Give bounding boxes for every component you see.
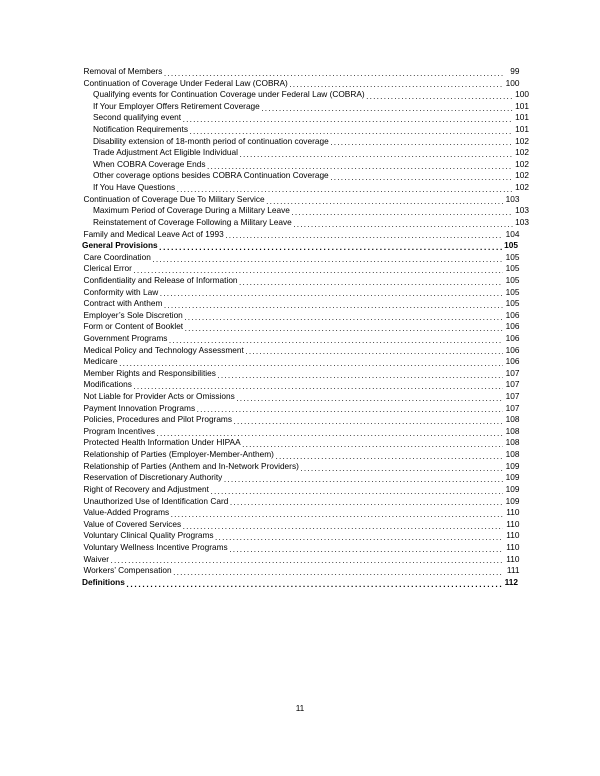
toc-entry-page-number: 109 [505, 472, 520, 483]
toc-entry-page-number: 100 [515, 89, 529, 100]
toc-entry[interactable] [82, 112, 529, 124]
toc-entry-page-number: 110 [506, 541, 520, 552]
toc-entry-page-number: 106 [505, 321, 520, 332]
toc-entry-title: Notification Requirements [93, 124, 188, 135]
toc-leader-dots [183, 522, 503, 529]
toc-entry-title: Continuation of Coverage Under Federal Law (COBRA) [83, 77, 288, 88]
toc-entry[interactable] [82, 275, 520, 287]
toc-entry-page-number: 105 [504, 240, 518, 251]
toc-entry-page-number: 110 [506, 507, 520, 518]
toc-entry-page-number: 105 [505, 263, 520, 274]
toc-entry-title: General Provisions [82, 240, 158, 251]
toc-entry-title: Reservation of Discretionary Authority [83, 472, 223, 483]
toc-entry[interactable] [82, 542, 520, 554]
toc-leader-dots [236, 394, 503, 401]
toc-entry[interactable] [82, 403, 520, 415]
toc-entry-page-number: 108 [505, 425, 520, 436]
toc-entry-title: Unauthorized Use of Identification Card [83, 495, 229, 506]
toc-entry-page-number: 106 [505, 356, 520, 367]
toc-leader-dots [239, 150, 512, 157]
toc-entry-title: Right of Recovery and Adjustment [83, 483, 209, 494]
toc-leader-dots [111, 556, 503, 563]
toc-leader-dots [291, 208, 512, 215]
toc-entry-title: Form or Content of Booklet [83, 321, 184, 332]
toc-entry-title: Reinstatement of Coverage Following a Military Leave [93, 216, 292, 227]
toc-leader-dots [159, 243, 501, 250]
toc-leader-dots [207, 162, 512, 169]
toc-entry[interactable] [82, 101, 529, 113]
toc-entry[interactable] [82, 391, 520, 403]
toc-entry-page-number: 103 [515, 216, 529, 227]
toc-entry-page-number: 109 [505, 460, 520, 471]
toc-entry-page-number: 108 [505, 414, 520, 425]
toc-entry[interactable] [82, 577, 518, 589]
toc-entry-page-number: 102 [515, 135, 529, 146]
toc-entry[interactable] [82, 565, 520, 577]
toc-entry[interactable] [82, 530, 520, 542]
toc-entry[interactable] [82, 438, 520, 450]
toc-entry-title: Confidentiality and Release of Information [83, 274, 238, 285]
toc-leader-dots [126, 580, 501, 587]
toc-entry-page-number: 110 [506, 518, 520, 529]
toc-entry[interactable] [82, 182, 529, 194]
toc-entry[interactable] [82, 554, 520, 566]
toc-entry[interactable] [82, 368, 520, 380]
toc-entry-title: Relationship of Parties (Anthem and In-Network Providers) [83, 460, 299, 471]
toc-entry-page-number: 103 [515, 205, 529, 216]
toc-leader-dots [330, 138, 512, 145]
toc-entry[interactable] [82, 484, 520, 496]
toc-entry-title: Qualifying events for Continuation Coverage under Federal Law (COBRA) [93, 89, 365, 100]
toc-leader-dots [164, 69, 503, 76]
toc-leader-dots [164, 301, 503, 308]
toc-leader-dots [289, 80, 503, 87]
toc-leader-dots [133, 266, 503, 273]
toc-entry-page-number: 104 [505, 228, 520, 239]
toc-entry[interactable] [82, 205, 529, 217]
toc-entry-title: Voluntary Clinical Quality Programs [83, 530, 214, 541]
toc-entry[interactable] [82, 298, 520, 310]
toc-entry[interactable] [82, 252, 520, 264]
toc-entry-page-number: 102 [515, 147, 529, 158]
toc-entry[interactable] [82, 449, 520, 461]
toc-entry-page-number: 109 [505, 495, 520, 506]
toc-entry[interactable] [82, 379, 520, 391]
toc-entry-title: Protected Health Information Under HIPAA [83, 437, 241, 448]
toc-leader-dots [119, 359, 503, 366]
toc-entry-title: Family and Medical Leave Act of 1993 [83, 228, 224, 239]
toc-entry-page-number: 101 [515, 112, 529, 123]
toc-entry-page-number: 109 [505, 483, 520, 494]
toc-leader-dots [190, 127, 513, 134]
toc-leader-dots [293, 220, 512, 227]
toc-entry-page-number: 107 [505, 379, 520, 390]
toc-leader-dots [366, 92, 512, 99]
toc-entry[interactable] [82, 217, 529, 229]
toc-entry[interactable] [82, 287, 520, 299]
toc-entry-title: Clerical Error [83, 263, 132, 274]
toc-entry-page-number: 108 [505, 449, 520, 460]
page-folio-number: 11 [295, 703, 305, 713]
toc-entry-page-number: 106 [505, 333, 520, 343]
toc-entry[interactable] [82, 496, 520, 508]
toc-entry-title: Definitions [82, 576, 125, 587]
toc-leader-dots [133, 382, 503, 389]
toc-entry-page-number: 106 [505, 344, 520, 355]
toc-leader-dots [275, 452, 503, 459]
toc-leader-dots [217, 371, 503, 378]
toc-leader-dots [225, 231, 503, 238]
toc-entry[interactable] [82, 414, 520, 426]
toc-leader-dots [185, 324, 503, 331]
toc-entry-title: Other coverage options besides COBRA Continuation Coverage [93, 170, 329, 181]
toc-entry-title: Not Liable for Provider Acts or Omissions [83, 391, 235, 402]
toc-entry-page-number: 102 [515, 170, 529, 181]
toc-entry-title: Employer’s Sole Discretion [83, 309, 183, 320]
toc-entry-page-number: 105 [505, 286, 520, 297]
toc-entry[interactable] [82, 240, 518, 252]
toc-entry-page-number: 101 [515, 124, 529, 135]
toc-entry[interactable] [82, 519, 520, 531]
toc-entry-title: Value of Covered Services [83, 518, 182, 529]
toc-entry[interactable] [82, 507, 520, 519]
toc-entry[interactable] [82, 66, 520, 78]
toc-entry-page-number: 105 [505, 251, 520, 262]
toc-leader-dots [234, 417, 504, 424]
toc-entry-page-number: 112 [504, 576, 518, 587]
toc-entry-title: Waiver [83, 553, 110, 564]
toc-entry[interactable] [82, 194, 520, 206]
toc-entry-title: If Your Employer Offers Retirement Coverage [93, 100, 260, 111]
toc-entry[interactable] [82, 426, 520, 438]
toc-leader-dots [197, 405, 503, 412]
toc-entry-page-number: 105 [505, 298, 520, 309]
toc-leader-dots [210, 487, 503, 494]
toc-entry[interactable] [82, 345, 520, 357]
toc-entry-page-number: 107 [505, 367, 520, 378]
toc-entry-title: When COBRA Coverage Ends [93, 158, 206, 169]
toc-entry-page-number: 105 [505, 274, 520, 285]
toc-leader-dots [239, 278, 503, 285]
toc-entry-page-number: 110 [506, 553, 520, 564]
toc-entry-title: Payment Innovation Programs [83, 402, 196, 413]
toc-entry-page-number: 108 [505, 437, 520, 448]
toc-entry-page-number: 103 [505, 193, 520, 204]
toc-entry[interactable] [82, 170, 529, 182]
toc-entry[interactable] [82, 356, 520, 368]
toc-entry-title: Medicare [83, 356, 118, 367]
table-of-contents [82, 65, 529, 588]
toc-entry[interactable] [82, 136, 529, 148]
toc-entry-title: Relationship of Parties (Employer-Member-Anthem) [83, 449, 274, 460]
toc-leader-dots [160, 289, 503, 296]
toc-leader-dots [261, 104, 512, 111]
toc-entry-page-number: 107 [505, 391, 520, 402]
toc-entry-title: Trade Adjustment Act Eligible Individual [93, 147, 238, 158]
toc-entry-page-number: 111 [506, 565, 520, 576]
toc-leader-dots [173, 568, 503, 575]
toc-entry[interactable] [82, 263, 520, 275]
toc-leader-dots [169, 336, 503, 343]
toc-leader-dots [224, 475, 503, 482]
toc-leader-dots [156, 429, 503, 436]
toc-entry[interactable] [82, 124, 529, 136]
toc-leader-dots [330, 173, 512, 180]
toc-entry-title: Disability extension of 18-month period of continuation coverage [93, 135, 329, 146]
toc-entry[interactable] [82, 472, 520, 484]
toc-entry-title: Care Coordination [83, 251, 151, 262]
toc-entry-title: Conformity with Law [83, 286, 159, 297]
toc-entry-title: Second qualifying event [93, 112, 182, 123]
toc-entry-page-number: 100 [505, 77, 520, 88]
toc-entry-title: Program Incentives [83, 425, 155, 436]
toc-entry-title: Continuation of Coverage Due To Military Service [83, 193, 265, 204]
toc-entry-title: Medical Policy and Technology Assessment [83, 344, 244, 355]
toc-leader-dots [300, 464, 503, 471]
toc-entry-title: Maximum Period of Coverage During a Military Leave [93, 205, 290, 216]
toc-leader-dots [229, 545, 503, 552]
toc-entry-page-number: 102 [515, 158, 529, 169]
toc-entry[interactable] [82, 229, 520, 241]
toc-entry[interactable] [82, 78, 520, 90]
toc-entry-title: Contract with Anthem [83, 298, 163, 309]
toc-leader-dots [215, 533, 503, 540]
toc-leader-dots [171, 510, 503, 517]
toc-entry[interactable] [82, 147, 529, 159]
toc-entry[interactable] [82, 461, 520, 473]
toc-entry-page-number: 107 [505, 402, 520, 413]
toc-entry-page-number: 101 [515, 100, 529, 111]
toc-entry-title: Government Programs [83, 333, 168, 343]
toc-entry-title: Value-Added Programs [83, 507, 170, 518]
toc-entry[interactable] [82, 159, 529, 171]
toc-entry-title: Voluntary Wellness Incentive Programs [83, 541, 228, 552]
toc-entry-page-number: 102 [515, 182, 529, 193]
toc-entry-title: If You Have Questions [93, 182, 176, 193]
toc-leader-dots [230, 498, 503, 505]
toc-leader-dots [266, 197, 503, 204]
toc-leader-dots [152, 255, 503, 262]
toc-leader-dots [183, 115, 513, 122]
toc-entry-page-number: 110 [506, 530, 520, 541]
toc-entry-title: Workers’ Compensation [83, 565, 172, 576]
toc-leader-dots [184, 313, 503, 320]
toc-entry[interactable] [82, 333, 520, 345]
toc-entry[interactable] [82, 321, 520, 333]
toc-entry-title: Member Rights and Responsibilities [83, 367, 216, 378]
toc-entry[interactable] [82, 310, 520, 322]
toc-entry-page-number: 106 [505, 309, 520, 320]
toc-leader-dots [245, 347, 503, 354]
toc-leader-dots [242, 440, 503, 447]
toc-entry[interactable] [82, 89, 529, 101]
toc-entry-title: Modifications [83, 379, 132, 390]
toc-entry-title: Removal of Members [83, 65, 163, 76]
toc-entry-title: Policies, Procedures and Pilot Programs [83, 414, 232, 425]
toc-entry-page-number: 99 [510, 65, 520, 76]
toc-leader-dots [177, 185, 513, 192]
